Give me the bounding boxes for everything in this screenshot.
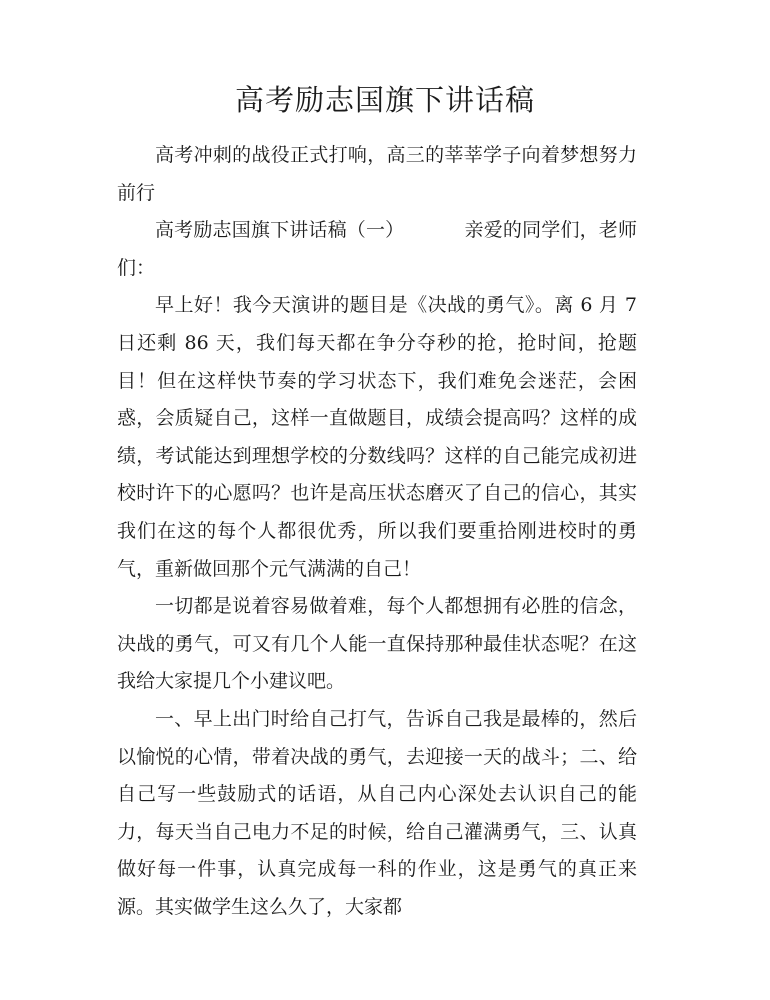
speech-heading-paragraph xyxy=(117,212,637,287)
speech-heading: 高考励志国旗下讲话稿（一） xyxy=(155,219,405,242)
document-body xyxy=(117,137,637,926)
body-paragraph: 一切都是说着容易做着难，每个人都想拥有必胜的信念，决战的勇气，可又有几个人能一直保持那种最佳状态呢？在这我给大家提几个小建议吧。 xyxy=(117,595,637,693)
intro-paragraph: 高考冲刺的战役正式打响，高三的莘莘学子向着梦想努力前行 xyxy=(117,144,637,204)
body-paragraph: 一、早上出门时给自己打气，告诉自己我是最棒的，然后以愉悦的心情，带着决战的勇气，去迎接一天的战斗；二、给自己写一些鼓励式的话语，从自己内心深处去认识自己的能力，每天当自己电力不足的时候，给自己灌满勇气，三、认真做好每一件事，认真完成每一科的作业，这是勇气的真正来源。其实做学生这么久了，大家都 xyxy=(117,707,637,918)
document-title: 高考励志国旗下讲话稿 xyxy=(234,83,535,117)
speech-greeting: 亲爱的同学们，老师们： xyxy=(117,219,637,279)
body-paragraph: 早上好！我今天演讲的题目是《决战的勇气》。离 6 月 7 日还剩 86 天，我们每天都在争分夺秒的抢，抢时间，抢题目！但在这样快节奏的学习状态下，我们难免会迷茫，会困惑，会质疑自己，这样一直做题目，成绩会提高吗？这样的成绩，考试能达到理想学校的分数线吗？这样的自己能完成初进校时许下的心愿吗？也许是高压状态磨灭了自己的信心，其实我们在这的每个人都很优秀，所以我们要重拾刚进校时的勇气，重新做回那个元气满满的自己！ xyxy=(117,294,637,580)
